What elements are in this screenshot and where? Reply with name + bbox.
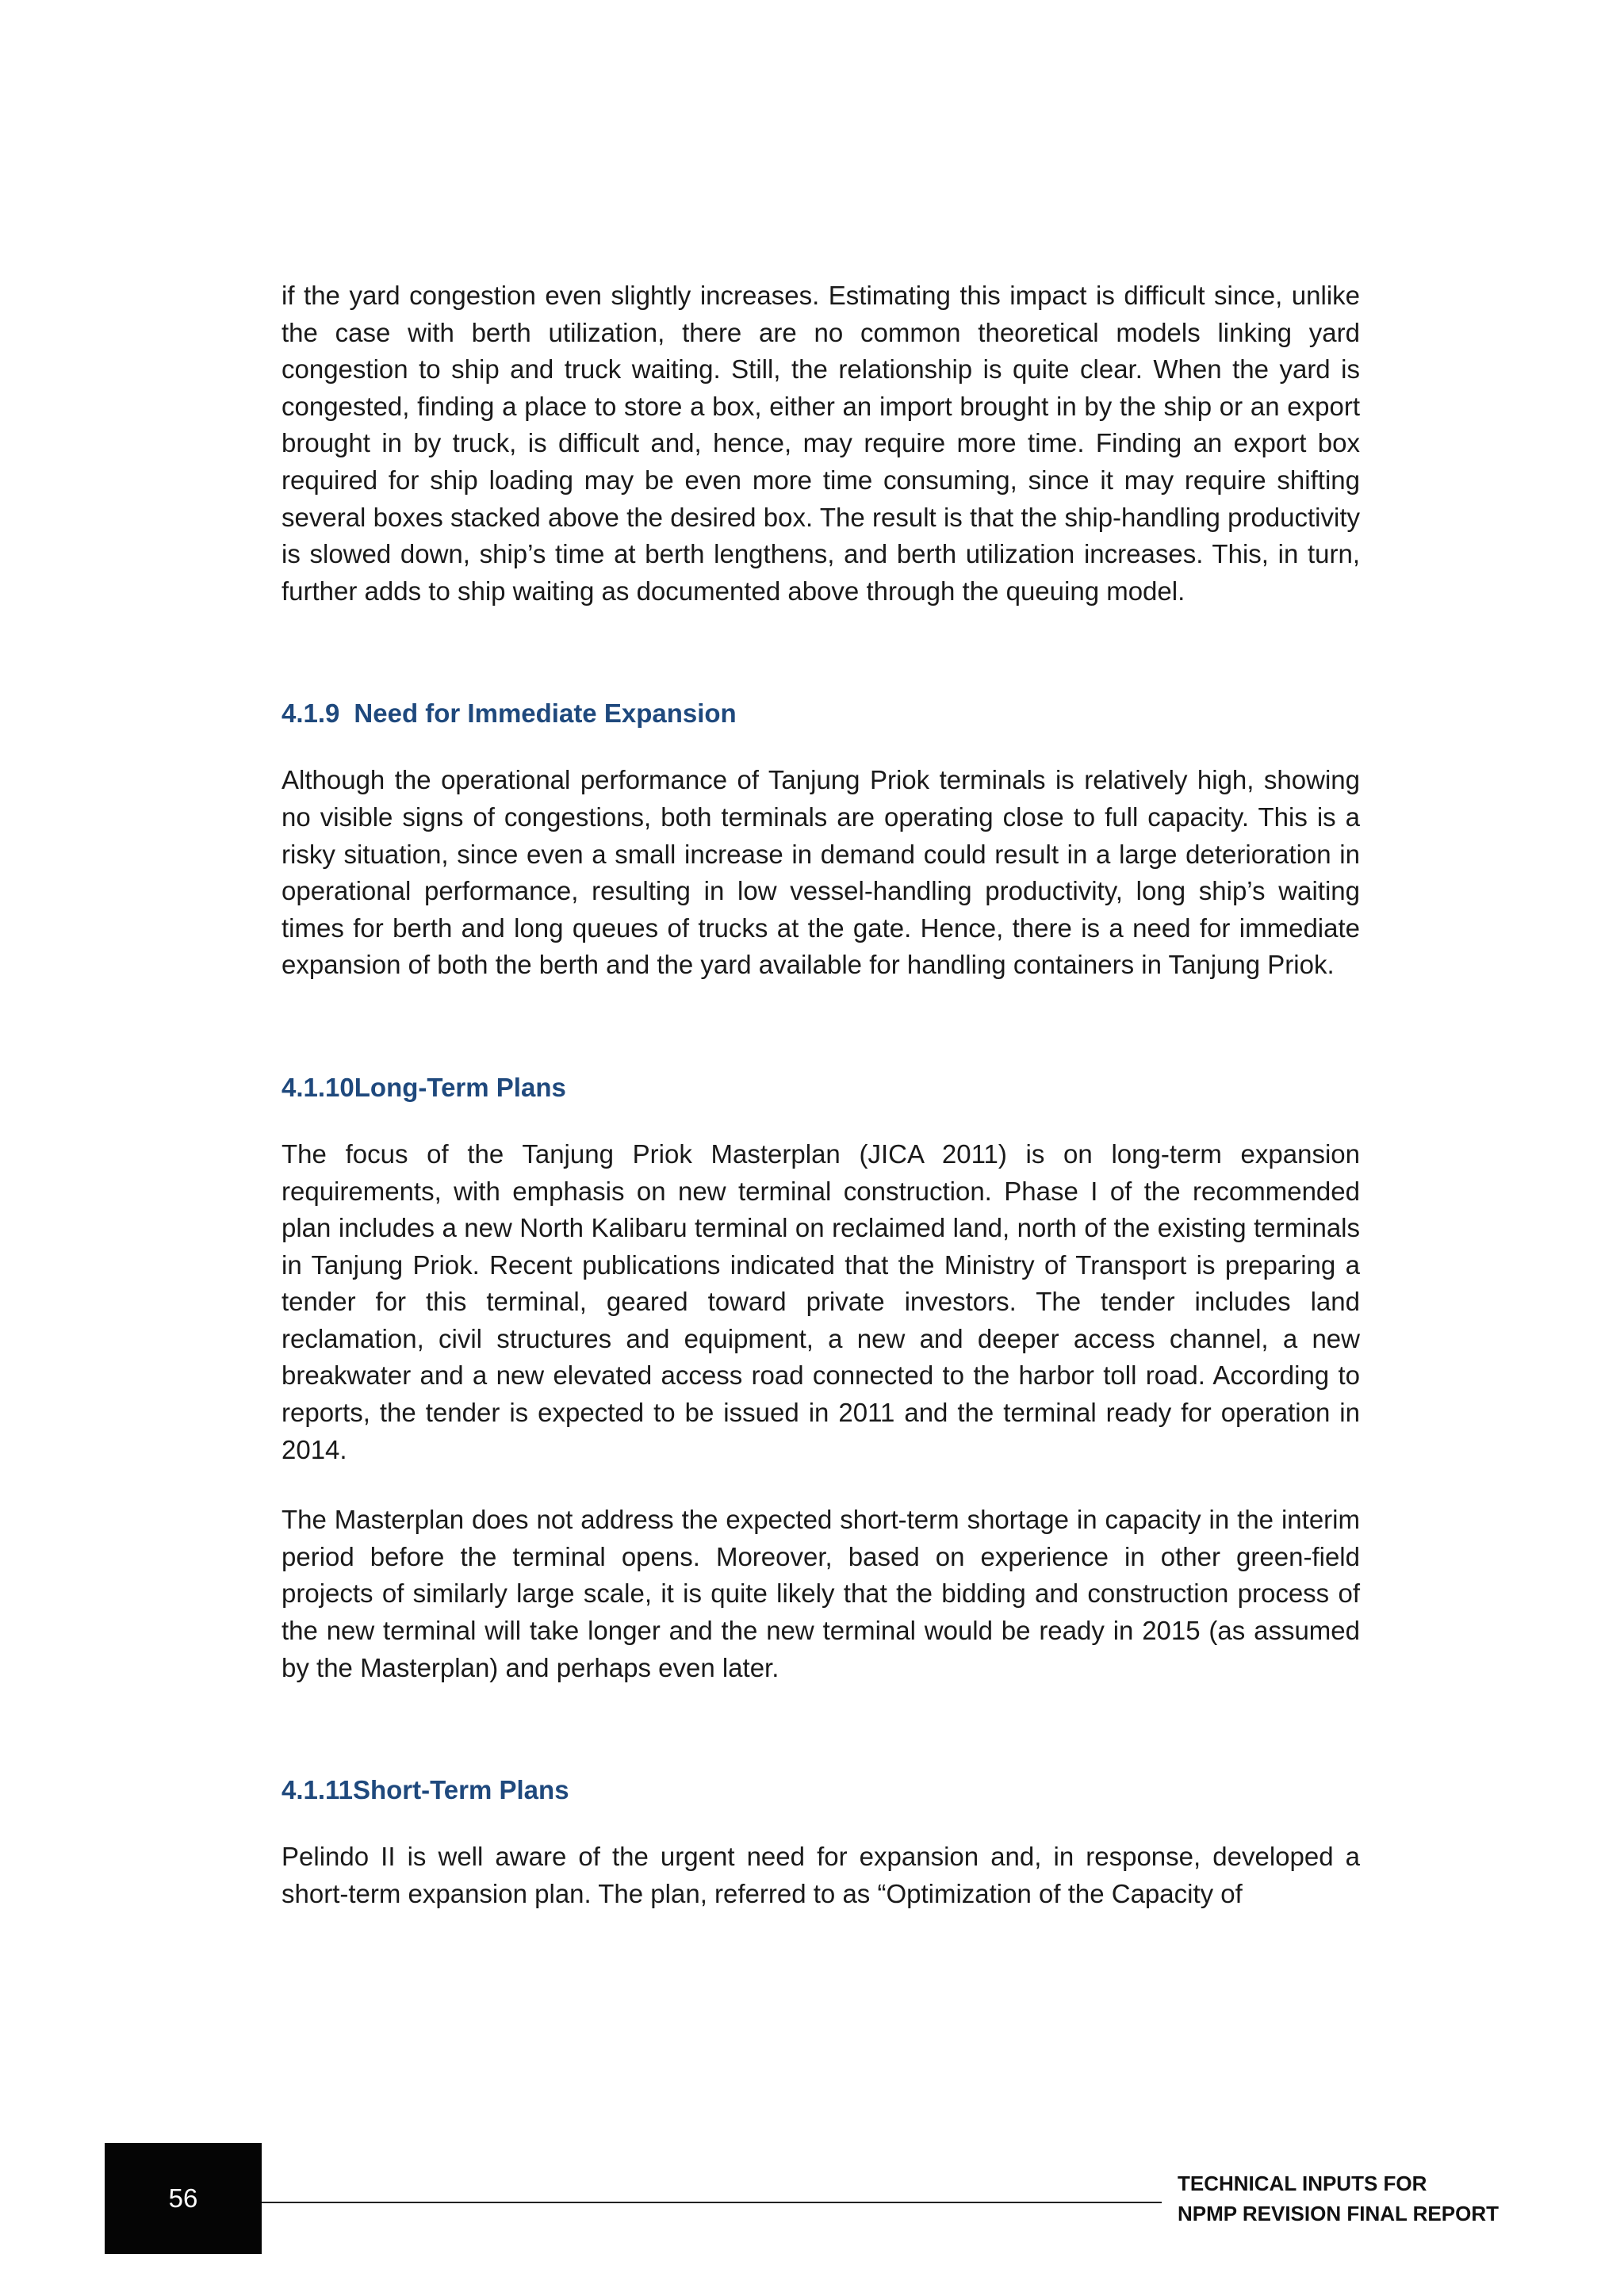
section-spacer xyxy=(282,1106,1360,1136)
page-number: 56 xyxy=(168,2183,198,2213)
section-heading-4-1-9 xyxy=(282,695,1360,732)
section-heading-4-1-11 xyxy=(282,1772,1360,1808)
section-title: Need for Immediate Expansion xyxy=(354,698,737,729)
section-spacer xyxy=(282,1686,1360,1772)
intro-paragraph: if the yard congestion even slightly increases. Estimating this impact is difficult since, unlike the case with berth utilization, there are no common theoretical models linking yard congestion to ship and truck waiting. Still, the relationship is quite clear. When the yard is congested, finding a place to store a box, either an import brought in by the ship or an export brought in by truck, is difficult and, hence, may require more time. Finding an export box required for ship loading may be even more time consuming, since it may require shifting several boxes stacked above the desired box. The result is that the ship-handling productivity is slowed down, ship’s time at berth lengthens, and berth utilization increases. This, in turn, further adds to ship waiting as documented above through the queuing model. xyxy=(282,281,1360,606)
section-number: 4.1.10 xyxy=(282,1072,354,1102)
long-term-plans-paragraph-1: The focus of the Tanjung Priok Masterplan (JICA 2011) is on long-term expansion requirements, with emphasis on new terminal construction. Phase I of the recommended plan includes a new North Kalibaru terminal on reclaimed land, north of the existing terminals in Tanjung Priok. Recent publications indicated that the Ministry of Transport is preparing a tender for this terminal, geared toward private investors. The tender includes land reclamation, civil structures and equipment, a new and deeper access channel, a new breakwater and a new elevated access road connected to the harbor toll road. According to reports, the tender is expected to be issued in 2011 and the terminal ready for operation in 2014. xyxy=(282,1138,1360,1464)
footer-report-line-1: TECHNICAL INPUTS FOR xyxy=(1178,2172,1427,2195)
page-number-box xyxy=(105,2143,262,2254)
section-spacer xyxy=(282,610,1360,695)
long-term-plans-paragraph-2: The Masterplan does not address the expected short-term shortage in capacity in the interim period before the terminal opens. Moreover, based on experience in other green-field projects of similarly large scale, it is quite likely that the bidding and construction process of the new terminal will take longer and the new terminal would be ready in 2015 (as assumed by the Masterplan) and perhaps even later. xyxy=(282,1505,1360,1682)
footer-report-line-2: NPMP REVISION FINAL REPORT xyxy=(1178,2202,1499,2225)
section-spacer xyxy=(282,984,1360,1070)
section-spacer xyxy=(282,732,1360,762)
section-heading-4-1-10 xyxy=(282,1070,1360,1106)
immediate-expansion-paragraph: Although the operational performance of Tanjung Priok terminals is relatively high, showing no visible signs of congestions, both terminals are operating close to full capacity. This is a risky situation, since even a small increase in demand could result in a large deterioration in operational performance, resulting in low vessel-handling productivity, long ship’s waiting times for berth and long queues of trucks at the gate. Hence, there is a need for immediate expansion of both the berth and the yard available for handling containers in Tanjung Priok. xyxy=(282,765,1360,980)
report-body xyxy=(282,277,1360,1912)
footer-report-title xyxy=(1178,2168,1499,2229)
footer-rule xyxy=(262,2202,1162,2203)
short-term-plans-paragraph: Pelindo II is well aware of the urgent need for expansion and, in response, developed a short-term expansion plan. The plan, referred to as “Optimization of the Capacity of xyxy=(282,1842,1360,1908)
section-number: 4.1.9 xyxy=(282,698,340,729)
section-title: Long-Term Plans xyxy=(354,1072,566,1102)
section-number: 4.1.11 xyxy=(282,1775,353,1805)
section-spacer xyxy=(282,1808,1360,1839)
section-title: Short-Term Plans xyxy=(352,1775,569,1805)
